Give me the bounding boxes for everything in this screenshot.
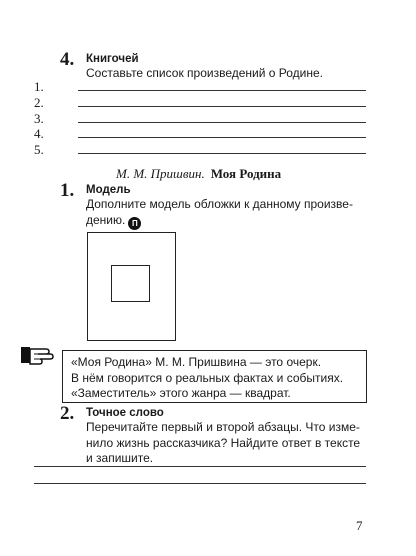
task-1-instruction-line-1: Дополните модель обложки к данному произве- xyxy=(86,197,353,211)
answer-line-number: 1. xyxy=(34,79,44,94)
section-author: М. М. Пришвин. xyxy=(116,166,205,181)
task-1-instruction-line-2: дению. П xyxy=(86,213,376,230)
cover-inner-square xyxy=(111,265,150,302)
task-4-number: 4. xyxy=(60,49,75,70)
page-number: 7 xyxy=(356,518,363,533)
pointing-hand-icon xyxy=(20,342,54,366)
answer-write-line-2[interactable] xyxy=(34,483,366,484)
info-line-1: «Моя Родина» М. М. Пришвина — это очерк. xyxy=(71,355,322,369)
task-4-instruction: Составьте список произведений о Родине. xyxy=(86,66,324,80)
answer-line-4[interactable] xyxy=(34,127,366,141)
info-box xyxy=(62,350,367,403)
task-1-number: 1. xyxy=(60,180,75,201)
info-line-2: В нём говорится о реальных фактах и событиях. xyxy=(71,370,344,385)
answer-line-2[interactable] xyxy=(34,96,366,110)
task-2-line-1: Перечитайте первый и второй абзацы. Что изме- xyxy=(86,420,360,434)
answer-line-number: 5. xyxy=(34,142,44,157)
task-2-heading: Точное слово xyxy=(86,407,164,419)
section-title xyxy=(116,166,281,182)
answer-line-number: 2. xyxy=(34,95,44,110)
task-2-line-3: и запишите. xyxy=(86,451,154,465)
info-text xyxy=(71,355,361,402)
level-badge-icon: П xyxy=(128,217,141,230)
task-2-instruction xyxy=(86,420,376,467)
task-1-instruction xyxy=(86,197,376,230)
answer-line-3[interactable] xyxy=(34,112,366,126)
answer-line-number: 4. xyxy=(34,126,44,141)
answer-write-line-1[interactable] xyxy=(34,466,366,467)
task-4-heading: Книгочей xyxy=(86,53,139,65)
task-1-heading: Модель xyxy=(86,184,131,196)
answer-line-5[interactable] xyxy=(34,143,366,157)
answer-line-number: 3. xyxy=(34,111,44,126)
info-line-3: «Заместитель» этого жанра — квадрат. xyxy=(71,386,291,400)
task-2-line-2: нило жизнь рассказчика? Найдите ответ в тексте xyxy=(86,435,361,450)
task-2-number: 2. xyxy=(60,403,75,424)
book-cover-model[interactable] xyxy=(87,232,176,341)
section-work: Моя Родина xyxy=(210,166,282,181)
answer-line-1[interactable] xyxy=(34,80,366,94)
